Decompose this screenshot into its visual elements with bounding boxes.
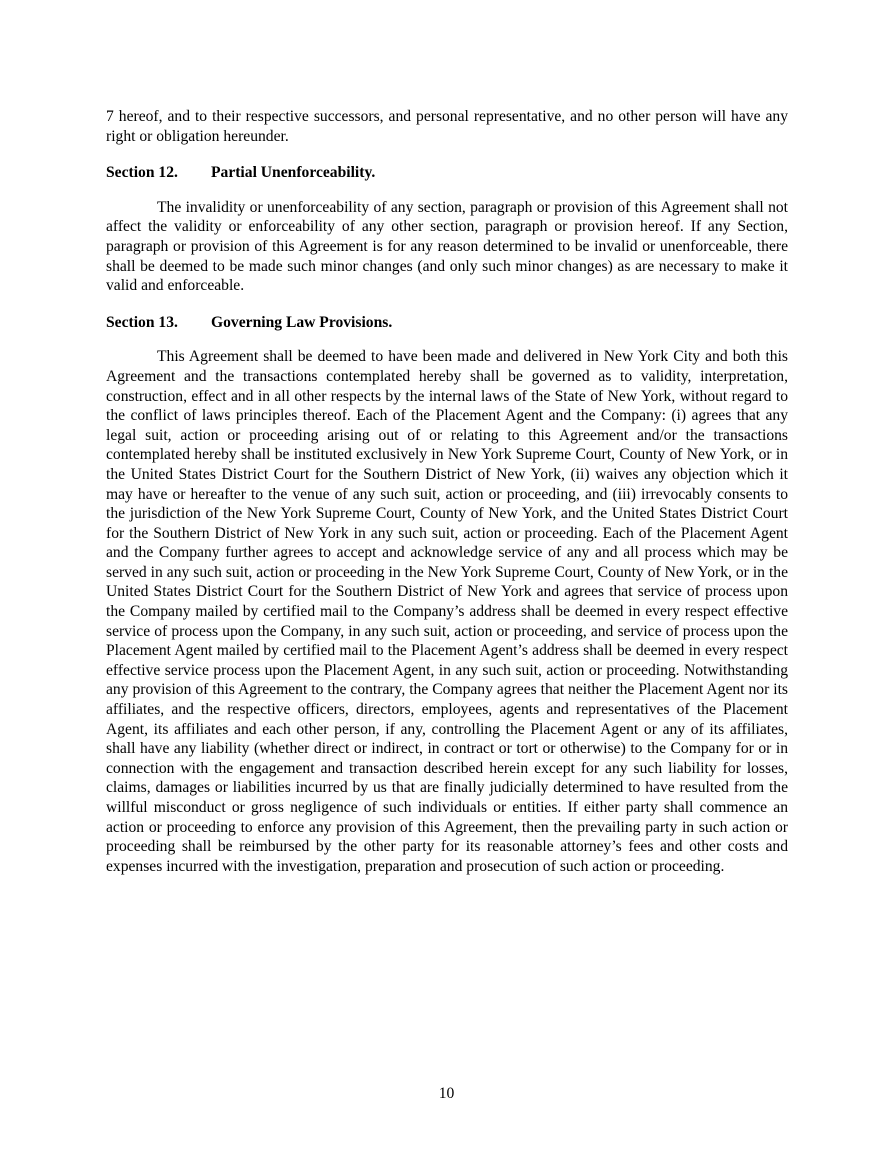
section-13-number: Section 13. <box>106 313 178 331</box>
continuation-paragraph: 7 hereof, and to their respective successors, and personal representative, and no other person will have any right or obligation hereunder. <box>106 108 788 145</box>
section-13-heading <box>106 313 788 333</box>
page-number: 10 <box>438 1085 455 1102</box>
section-12-body: The invalidity or unenforceability of any section, paragraph or provision of this Agreement shall not affect the validity or enforceability of any other section, paragraph or provision hereof. If any Section, paragraph or provision of this Agreement is for any reason determined to be invalid or unenforceable, there shall be deemed to be made such minor changes (and only such minor changes) as are necessary to make it valid and enforceable. <box>106 198 788 295</box>
section-13-body: This Agreement shall be deemed to have been made and delivered in New York City and both this Agreement and the transactions contemplated hereby shall be governed as to validity, interpretation, construction, effect and in all other respects by the internal laws of the State of New York, without regard to the conflict of laws principles thereof. Each of the Placement Agent and the Company: (i) agrees that any legal suit, action or proceeding arising out of or relating to this Agreement and/or the transactions contemplated hereby shall be instituted exclusively in New York Supreme Court, County of New York, or in the United States District Court for the Southern District of New York, (ii) waives any objection which it may have or hereafter to the venue of any such suit, action or proceeding, and (iii) irrevocably consents to the jurisdiction of the New York Supreme Court, County of New York, and the United States District Court for the Southern District of New York in any such suit, action or proceeding. Each of the Placement Agent and the Company further agrees to accept and acknowledge service of any and all process which may be served in any such suit, action or proceeding in the New York Supreme Court, County of New York, or in the United States District Court for the Southern District of New York and agrees that service of process upon the Company mailed by certified mail to the Company’s address shall be deemed in every respect effective service of process upon the Company, in any such suit, action or proceeding, and service of process upon the Placement Agent mailed by certified mail to the Placement Agent’s address shall be deemed in every respect effective service process upon the Placement Agent, in any such suit, action or proceeding. Notwithstanding any provision of this Agreement to the contrary, the Company agrees that neither the Placement Agent nor its affiliates, and the respective officers, directors, employees, agents and representatives of the Placement Agent, its affiliates and each other person, if any, controlling the Placement Agent or any of its affiliates, shall have any liability (whether direct or indirect, in contract or tort or otherwise) to the Company for or in connection with the engagement and transaction described herein except for any such liability for losses, claims, damages or liabilities incurred by us that are finally judicially determined to have resulted from the willful misconduct or gross negligence of such individuals or entities. If either party shall commence an action or proceeding to enforce any provision of this Agreement, then the prevailing party in such action or proceeding shall be reimbursed by the other party for its reasonable attorney’s fees and other costs and expenses incurred with the investigation, preparation and prosecution of such action or proceeding. <box>106 348 788 875</box>
section-12-number: Section 12. <box>106 164 178 182</box>
page-content <box>106 107 788 876</box>
section-12-heading <box>106 163 788 183</box>
section-13-title: Governing Law Provisions. <box>211 313 393 331</box>
section-12-title: Partial Unenforceability. <box>211 164 376 182</box>
